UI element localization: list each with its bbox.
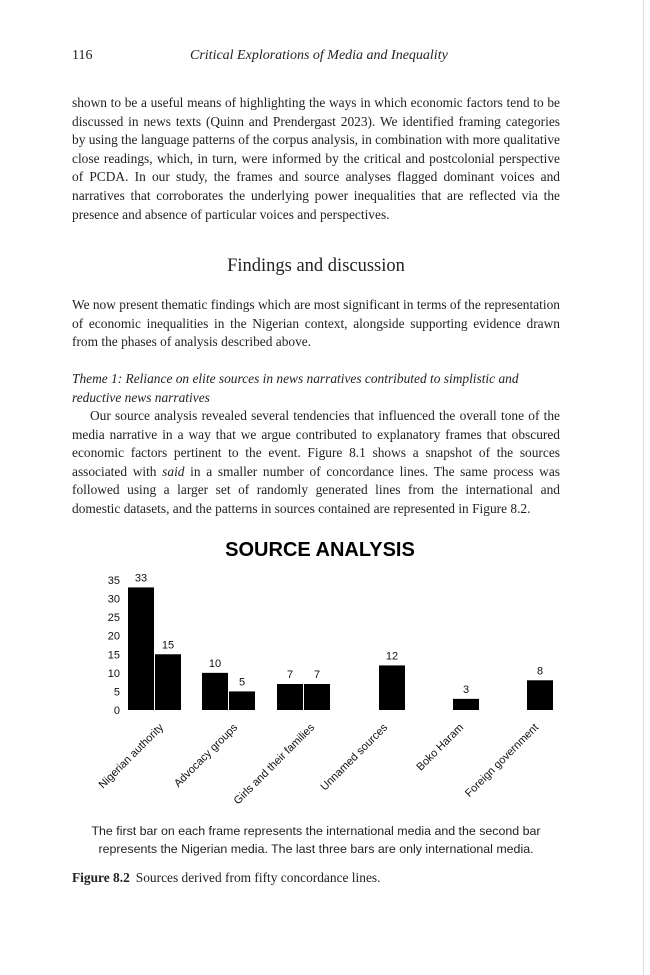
x-category-label: Unnamed sources (318, 721, 391, 794)
bar-value-label: 33 (134, 572, 148, 585)
bar-value-label: 7 (286, 669, 294, 681)
theme-heading: Theme 1: Reliance on elite sources in news narratives contributed to simplistic and reductive news narratives (72, 371, 519, 405)
bar-group (128, 587, 553, 710)
y-tick-label: 5 (113, 686, 120, 699)
y-axis (108, 575, 120, 717)
y-tick-label: 20 (107, 630, 120, 643)
page-edge-rule (643, 0, 644, 975)
bar (379, 665, 405, 710)
body-paragraph-2: We now present thematic findings which are most significant in terms of the representation of economic inequalities in the Nigerian context, alongside supporting evidence drawn from the phases of analysis described above. (72, 297, 560, 350)
running-title: Critical Explorations of Media and Inequality (190, 48, 448, 63)
figure-caption (72, 870, 380, 886)
bar (277, 684, 303, 710)
figure-caption-text: Sources derived from fifty concordance lines. (135, 870, 381, 885)
y-tick-label: 35 (107, 575, 120, 587)
bar-value-label: 10 (208, 657, 222, 670)
x-category-label: Nigerian authority (96, 721, 167, 792)
page-number: 116 (72, 48, 93, 63)
paragraph-3-italic-said: said (162, 463, 185, 479)
chart-title: SOURCE ANALYSIS (225, 539, 415, 561)
section-heading: Findings and discussion (227, 256, 405, 276)
paragraph-3-text-a: Our source analysis revealed several tendencies that influenced the overall tone of the media narrative in a way that we argue contributed to explanatory frames that obscured economic factors pertinent to the event. Figure 8.1 shows a snapshot of the sources associated with (72, 408, 560, 479)
bar (527, 680, 553, 710)
bar-value-label: 7 (313, 669, 321, 681)
bar-value-label: 12 (385, 650, 399, 663)
bar (229, 691, 255, 710)
bar (155, 654, 181, 710)
bar-value-label: 5 (238, 676, 246, 689)
body-paragraph-1: shown to be a useful means of highlighting the ways in which economic factors tend to be discussed in news texts (Quinn and Prendergast 2023). We identified framing categories by using the language patterns of the corpus analysis, in combination with more qualitative close readings, which, in turn, were informed by the critical and postcolonial perspective of PCDA. In our study, the frames and source analyses flagged dominant voices and narratives that corroborates the underlying power inequalities that are reflected via the presence and absence of particular voices and perspectives. (72, 95, 560, 222)
x-category-label: Boko Haram (414, 721, 467, 774)
bar (202, 673, 228, 710)
bar-value-label: 8 (536, 665, 544, 678)
data-label-group (135, 572, 543, 695)
y-tick-label: 10 (107, 667, 120, 680)
bar (453, 699, 479, 710)
chart-note: The first bar on each frame represents the international media and the second bar represents the Nigerian media. The last three bars are only international media. (91, 824, 541, 856)
source-analysis-chart (60, 532, 580, 817)
paragraph-3-text-b: in a smaller number of concordance lines. The same process was followed using a larger set of randomly generated lines from the international and domestic datasets, and the patterns in sources contained are represented in Figure 8.2. (72, 463, 560, 516)
y-tick-label: 15 (107, 649, 120, 662)
y-tick-label: 0 (113, 705, 120, 717)
bar-value-label: 15 (161, 639, 175, 652)
bar (128, 587, 154, 710)
x-category-label: Advocacy groups (171, 721, 241, 790)
x-category-label: Foreign government (463, 721, 542, 800)
y-tick-label: 25 (107, 612, 120, 625)
x-axis-labels (97, 721, 541, 807)
bar-value-label: 3 (462, 683, 470, 696)
figure-label: Figure 8.2 (72, 870, 130, 885)
x-category-label: Girls and their families (231, 721, 318, 808)
body-paragraph-3 (72, 407, 560, 519)
bar (304, 684, 330, 710)
y-tick-label: 30 (107, 593, 120, 606)
